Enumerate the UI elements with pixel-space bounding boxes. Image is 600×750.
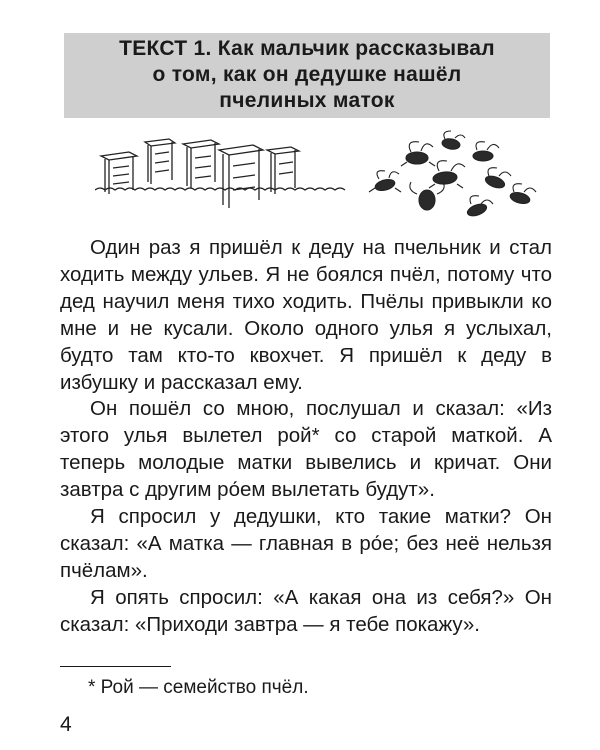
body-text [60, 235, 552, 639]
paragraph-4: Я опять спросил: «А какая она из себя?» Он сказал: «Приходи завтра — я тебе покажу». [60, 585, 552, 636]
title-box [64, 33, 550, 118]
page-number: 4 [60, 713, 72, 736]
paragraph-1: Один раз я пришёл к деду на пчельник и стал ходить между ульев. Я не боялся пчёл, потому что дед научил меня тихо ходить. Пчёлы привыкли ко мне и не кусали. Около одного улья я услыхал, будто там кто-то квохчет. Я пришёл к деду в избушку и рассказал ему. [60, 236, 552, 394]
title-line-3: пчелиных маток [219, 89, 395, 112]
paragraph-2: Он пошёл со мною, послушал и сказал: «Из этого улья вылетел рой* со старой маткой. А теперь молодые матки вывелись и кричат. Они завтра с другим ро́ем вылетать будут». [60, 397, 552, 502]
footnote-divider [60, 666, 171, 667]
title-line-2: о том, как он дедушке нашёл [152, 63, 462, 86]
footnote: * Рой — семейство пчёл. [88, 677, 309, 698]
beehives-apiary-icon [95, 139, 345, 208]
paragraph-3: Я спросил у дедушки, кто такие матки? Он сказал: «А матка — главная в ро́е; без неё нельзя пчёлам». [60, 505, 552, 582]
title-line-1: ТЕКСТ 1. Как мальчик рассказывал [119, 37, 495, 60]
illustration [95, 130, 555, 225]
bee-swarm-icon [369, 131, 536, 218]
